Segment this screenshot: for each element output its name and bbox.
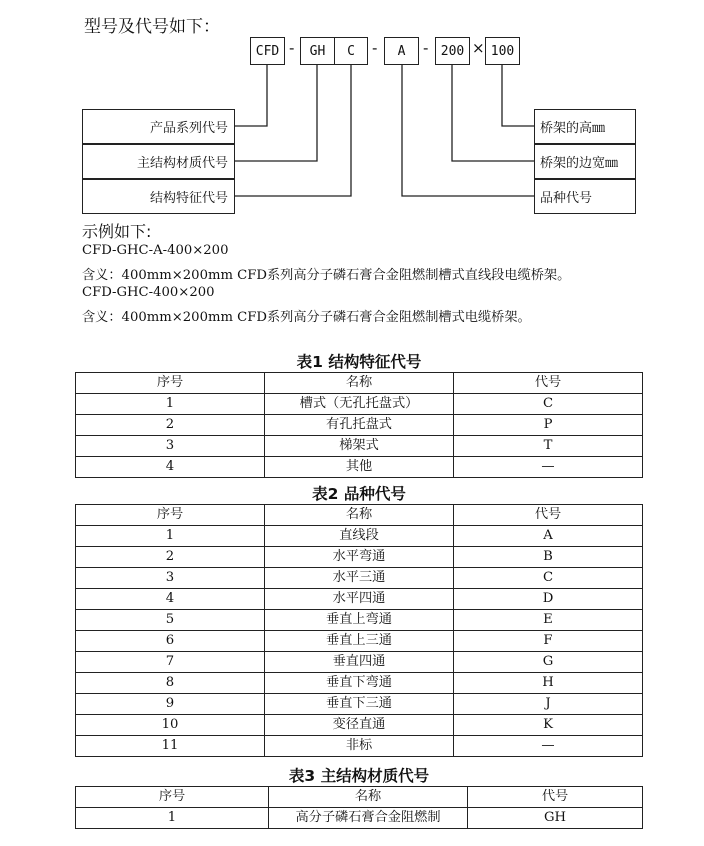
table-cell: B	[454, 547, 643, 568]
table-cell: 有孔托盘式	[265, 415, 454, 436]
table-cell: 1	[76, 394, 265, 415]
header-cell: 序号	[76, 787, 269, 808]
table-cell: 7	[76, 652, 265, 673]
example-line: CFD-GHC-400×200	[82, 285, 215, 300]
label-material-code: 主结构材质代号	[82, 144, 235, 179]
table-header-row	[76, 787, 643, 808]
table-cell: 11	[76, 736, 265, 757]
code-material-box: GH	[300, 37, 335, 65]
table-cell: 3	[76, 436, 265, 457]
label-variety-code: 品种代号	[534, 179, 636, 214]
table-cell: 2	[76, 415, 265, 436]
table-cell: A	[454, 526, 643, 547]
label-series-code: 产品系列代号	[82, 109, 235, 144]
table-cell: 5	[76, 610, 265, 631]
table-row	[76, 673, 643, 694]
table-row	[76, 715, 643, 736]
table-cell: 非标	[265, 736, 454, 757]
table-row	[76, 526, 643, 547]
table-cell: 垂直四通	[265, 652, 454, 673]
header-cell: 序号	[76, 505, 265, 526]
table-cell: H	[454, 673, 643, 694]
code-times-sign: ×	[472, 39, 485, 57]
header-cell: 序号	[76, 373, 265, 394]
header-cell: 代号	[454, 505, 643, 526]
table-cell: 水平三通	[265, 568, 454, 589]
table-header-row	[76, 505, 643, 526]
example-heading: 示例如下:	[82, 222, 152, 241]
table-row	[76, 415, 643, 436]
example-line: 含义：400mm×200mm CFD系列高分子磷石膏合金阻燃制槽式电缆桥架。	[82, 310, 531, 325]
code-separator: -	[372, 39, 378, 57]
table-cell: 10	[76, 715, 265, 736]
table-row	[76, 547, 643, 568]
table-cell: 1	[76, 526, 265, 547]
table-cell: 3	[76, 568, 265, 589]
table-cell: 高分子磷石膏合金阻燃制	[269, 808, 468, 829]
table-cell: T	[454, 436, 643, 457]
table-cell: 6	[76, 631, 265, 652]
table-cell: D	[454, 589, 643, 610]
header-cell: 代号	[468, 787, 643, 808]
table-cell: F	[454, 631, 643, 652]
table-cell: 水平弯通	[265, 547, 454, 568]
table-cell: 槽式（无孔托盘式）	[265, 394, 454, 415]
table1-caption: 表1 结构特征代号	[296, 353, 422, 371]
code-separator: -	[289, 39, 295, 57]
header-cell: 名称	[265, 373, 454, 394]
table-cell: C	[454, 394, 643, 415]
table-row	[76, 736, 643, 757]
code-height-box: 100	[485, 37, 520, 65]
code-structure-box: C	[334, 37, 368, 65]
table-cell: 垂直下弯通	[265, 673, 454, 694]
table-cell: —	[454, 457, 643, 478]
table-cell: P	[454, 415, 643, 436]
table-row	[76, 808, 643, 829]
code-variety-box: A	[384, 37, 419, 65]
table-cell: 垂直上三通	[265, 631, 454, 652]
table-row	[76, 589, 643, 610]
table-row	[76, 652, 643, 673]
table-header-row	[76, 373, 643, 394]
material-code-table	[75, 786, 643, 829]
table-cell: 4	[76, 589, 265, 610]
table-cell: 9	[76, 694, 265, 715]
table-cell: 2	[76, 547, 265, 568]
table-cell: K	[454, 715, 643, 736]
example-line: 含义：400mm×200mm CFD系列高分子磷石膏合金阻燃制槽式直线段电缆桥架。	[82, 268, 571, 283]
table-cell: 水平四通	[265, 589, 454, 610]
structure-code-table	[75, 372, 643, 478]
header-cell: 代号	[454, 373, 643, 394]
table-cell: C	[454, 568, 643, 589]
table-cell: 变径直通	[265, 715, 454, 736]
model-heading: 型号及代号如下：	[84, 17, 220, 37]
table-row	[76, 568, 643, 589]
table-cell: 1	[76, 808, 269, 829]
table-cell: 8	[76, 673, 265, 694]
table-cell: G	[454, 652, 643, 673]
table-cell: 其他	[265, 457, 454, 478]
code-series-box: CFD	[250, 37, 285, 65]
table-row	[76, 436, 643, 457]
table-row	[76, 631, 643, 652]
header-cell: 名称	[265, 505, 454, 526]
table-cell: GH	[468, 808, 643, 829]
table-row	[76, 610, 643, 631]
code-separator: -	[423, 39, 429, 57]
table-cell: 垂直上弯通	[265, 610, 454, 631]
table-row	[76, 457, 643, 478]
table-cell: E	[454, 610, 643, 631]
table3-caption: 表3 主结构材质代号	[288, 767, 430, 785]
table-row	[76, 394, 643, 415]
label-height: 桥架的高㎜	[534, 109, 636, 144]
code-width-box: 200	[435, 37, 470, 65]
table-cell: —	[454, 736, 643, 757]
label-structure-code: 结构特征代号	[82, 179, 235, 214]
table-cell: 垂直下三通	[265, 694, 454, 715]
table-cell: 直线段	[265, 526, 454, 547]
header-cell: 名称	[269, 787, 468, 808]
table-cell: 4	[76, 457, 265, 478]
table-cell: J	[454, 694, 643, 715]
example-line: CFD-GHC-A-400×200	[82, 243, 229, 258]
variety-code-table	[75, 504, 643, 757]
table2-caption: 表2 品种代号	[312, 485, 406, 503]
label-width: 桥架的边宽㎜	[534, 144, 636, 179]
table-row	[76, 694, 643, 715]
table-cell: 梯架式	[265, 436, 454, 457]
